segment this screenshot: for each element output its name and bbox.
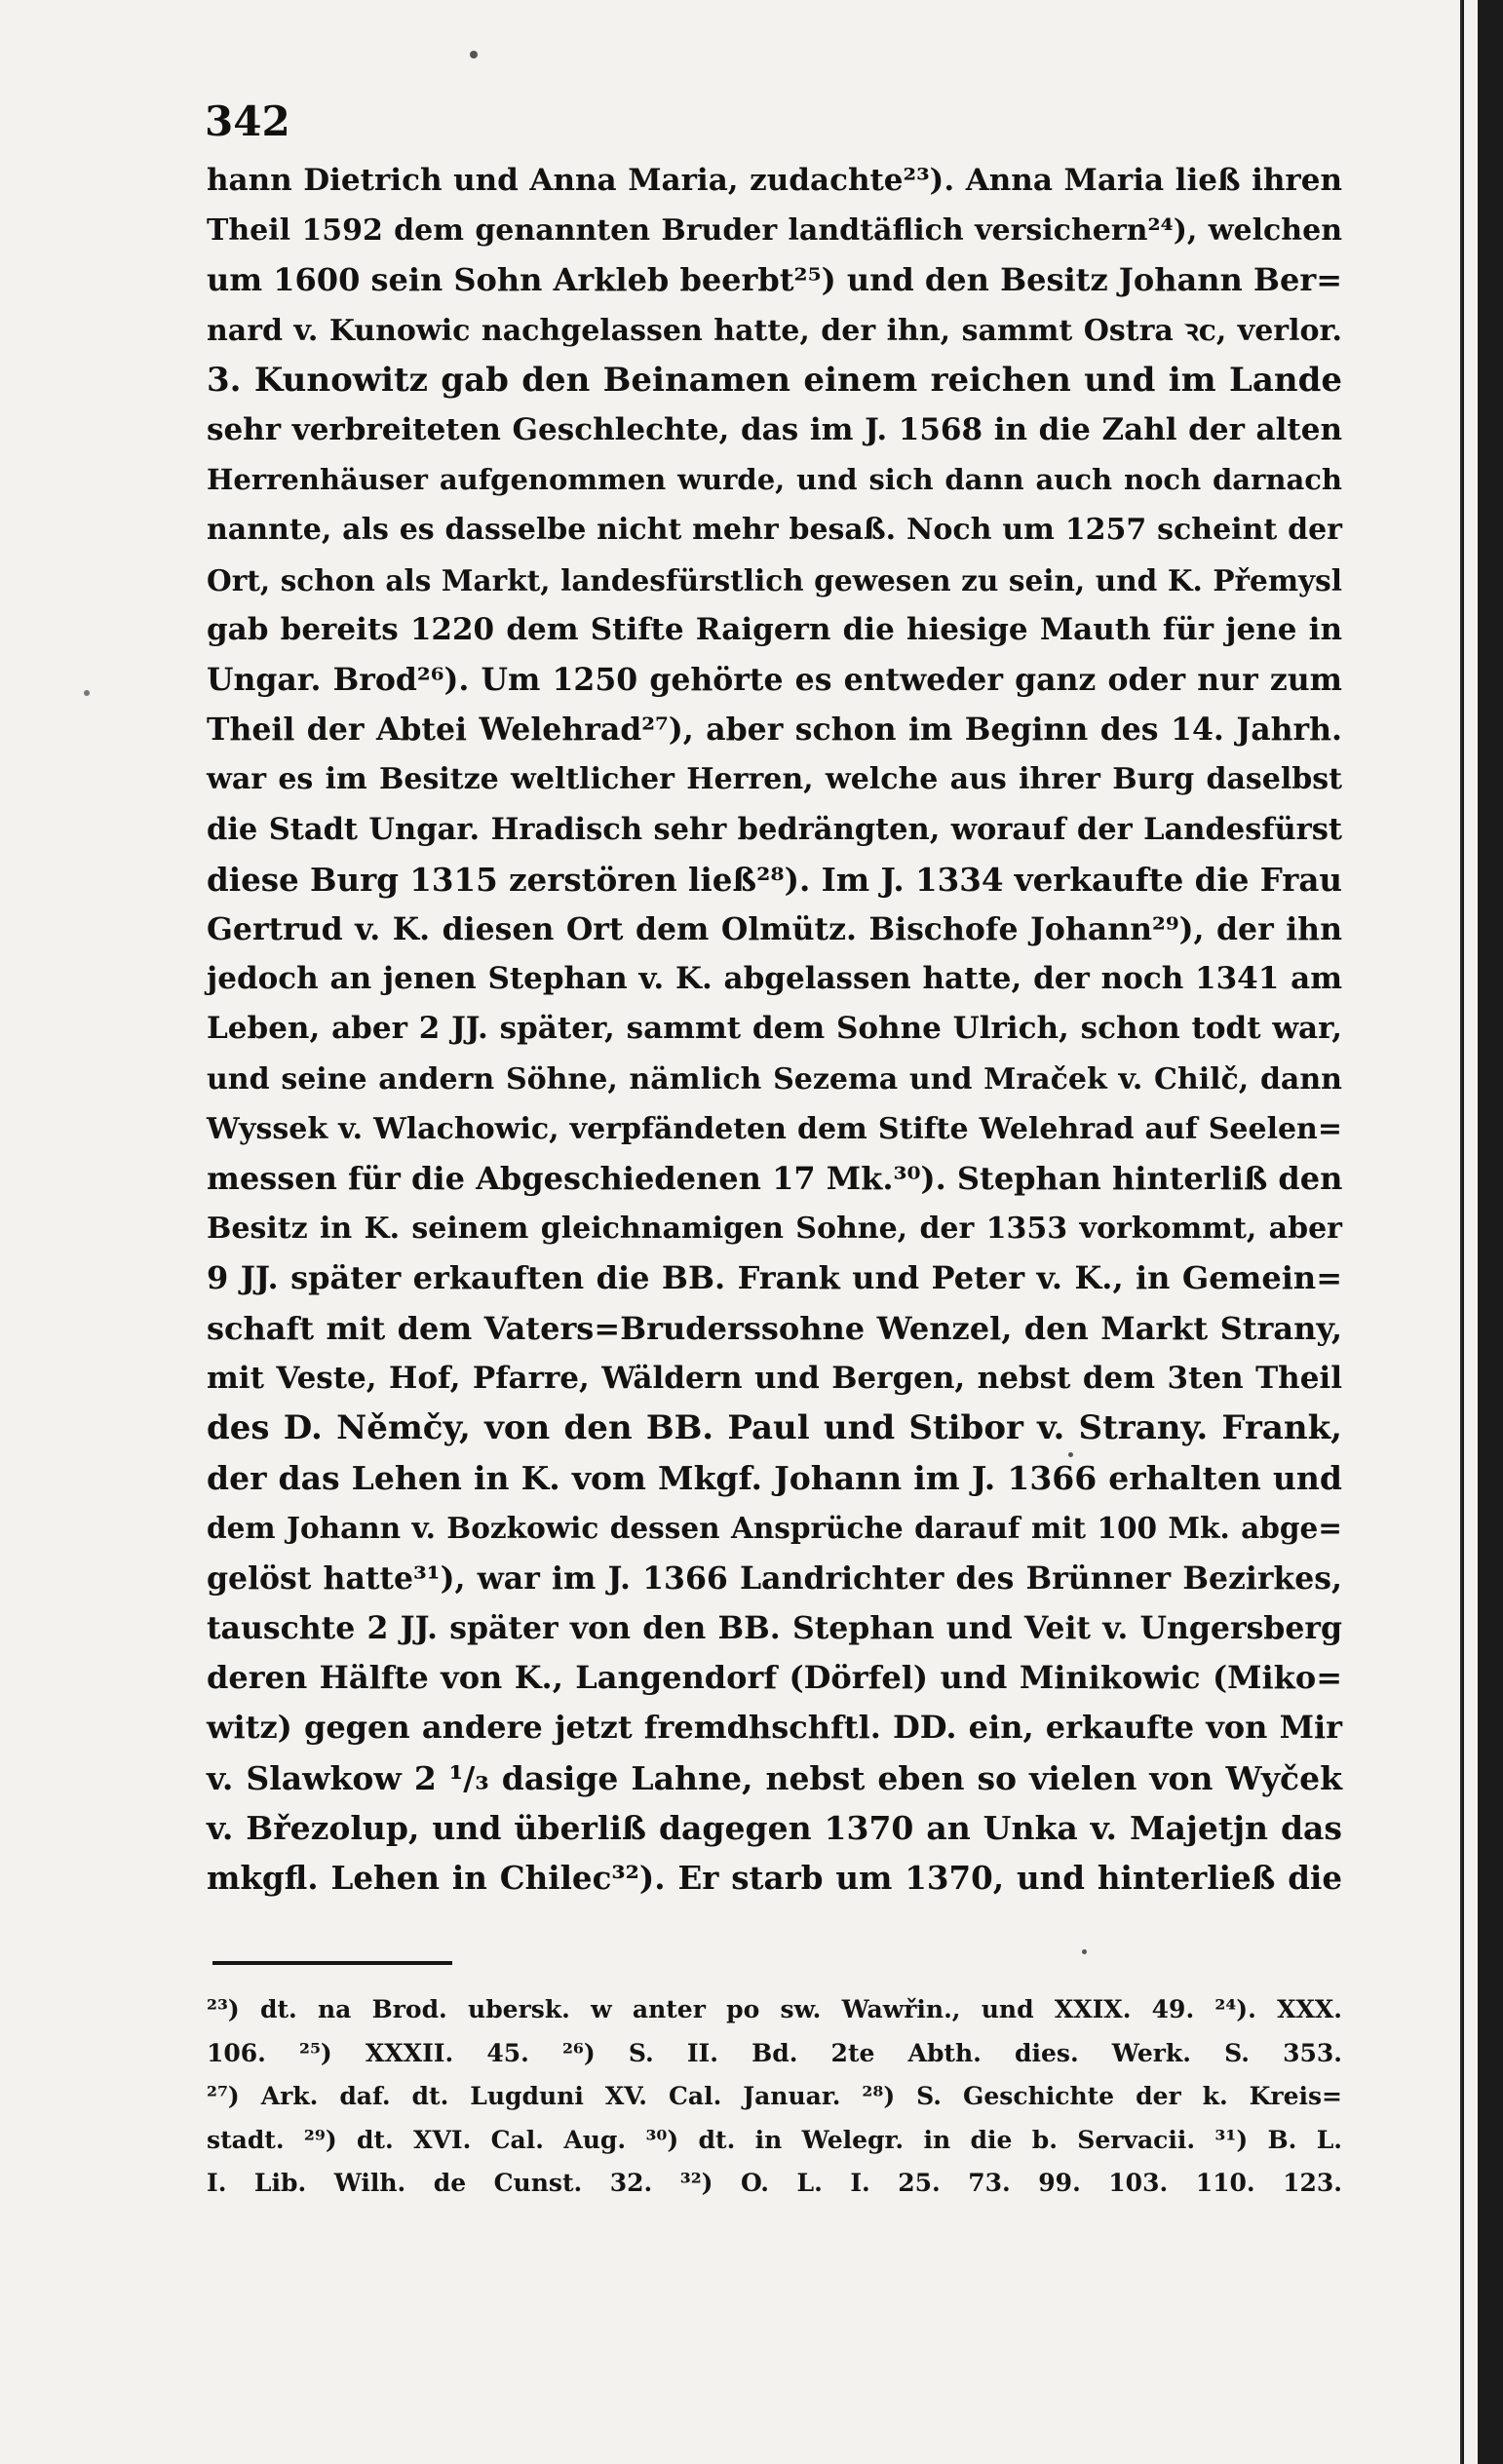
text-line: um 1600 sein Sohn Arkleb beerbt²⁵) und den Besitz Johann Ber= [207, 261, 1342, 299]
ink-speck [1082, 1949, 1087, 1954]
text-line: nannte, als es dasselbe nicht mehr besaß. Noch um 1257 scheint der [207, 513, 1342, 548]
page-number: 342 [205, 97, 290, 145]
text-line: Theil der Abtei Welehrad²⁷), aber schon im Beginn des 14. Jahrh. [207, 712, 1342, 749]
ink-speck [84, 690, 90, 696]
footnote-line: I. Lib. Wilh. de Cunst. 32. ³²) O. L. I. 25. 73. 99. 103. 110. 123. [207, 2169, 1342, 2197]
text-line: v. Březolup, und überliß dagegen 1370 an Unka v. Majetjn das [207, 1808, 1342, 1847]
footnote-divider [212, 1961, 452, 1965]
text-line: mit Veste, Hof, Pfarre, Wäldern und Bergen, nebst dem 3ten Theil [207, 1360, 1342, 1396]
text-line: Gertrud v. K. diesen Ort dem Olmütz. Bischofe Johann²⁹), der ihn [207, 911, 1342, 948]
text-line: Wyssek v. Wlachowic, verpfändeten dem Stifte Welehrad auf Seelen= [207, 1111, 1342, 1146]
text-line: Theil 1592 dem genannten Bruder landtäflich versichern²⁴), welchen [207, 213, 1342, 249]
text-line: jedoch an jenen Stephan v. K. abgelassen hatte, der noch 1341 am [207, 961, 1342, 997]
text-line: Herrenhäuser aufgenommen wurde, und sich dann auch noch darnach [207, 463, 1342, 497]
text-line: diese Burg 1315 zerstören ließ²⁸). Im J. 1334 verkaufte die Frau [207, 860, 1343, 899]
text-line: witz) gegen andere jetzt fremdhschftl. DD. ein, erkaufte von Mir [207, 1709, 1342, 1747]
text-line: und seine andern Söhne, nämlich Sezema und Mraček v. Chilč, dann [207, 1061, 1342, 1097]
main-text-block [207, 156, 1342, 1903]
text-line: sehr verbreiteten Geschlechte, das im J. 1568 in die Zahl der alten [207, 412, 1342, 448]
footnote-line: ²⁷) Ark. daf. dt. Lugduni XV. Cal. Januar. ²⁸) S. Geschichte der k. Kreis= [207, 2082, 1342, 2110]
text-line: Ungar. Brod²⁶). Um 1250 gehörte es entweder ganz oder nur zum [207, 662, 1342, 699]
text-line: dem Johann v. Bozkowic dessen Ansprüche darauf mit 100 Mk. abge= [207, 1511, 1342, 1546]
text-line: hann Dietrich und Anna Maria, zudachte²³). Anna Maria ließ ihren [207, 163, 1342, 198]
text-line: 3. Kunowitz gab den Beinamen einem reichen und im Lande [207, 360, 1342, 400]
text-line: war es im Besitze weltlicher Herren, welche aus ihrer Burg daselbst [207, 762, 1342, 797]
footnote-line: stadt. ²⁹) dt. XVI. Cal. Aug. ³⁰) dt. in Welegr. in die b. Servacii. ³¹) B. L. [207, 2125, 1342, 2154]
text-line: mkgfl. Lehen in Chilec³²). Er starb um 1370, und hinterließ die [207, 1858, 1342, 1897]
text-line: v. Slawkow 2 ¹/₃ dasige Lahne, nebst eben so vielen von Wyček [207, 1758, 1342, 1797]
text-line: gab bereits 1220 dem Stifte Raigern die hiesige Mauth für jene in [207, 611, 1342, 647]
text-line: tauschte 2 JJ. später von den BB. Stephan und Veit v. Ungersberg [207, 1609, 1342, 1646]
footnotes-block [207, 1988, 1342, 2206]
text-line: gelöst hatte³¹), war im J. 1366 Landrichter des Brünner Bezirkes, [207, 1559, 1342, 1597]
text-line: Besitz in K. seinem gleichnamigen Sohne, der 1353 vorkommt, aber [207, 1212, 1342, 1247]
text-line: die Stadt Ungar. Hradisch sehr bedrängten, worauf der Landesfürst [207, 811, 1342, 847]
ink-speck [470, 51, 478, 58]
footnote-line: ²³) dt. na Brod. ubersk. w anter po sw. Wawřin., und XXIX. 49. ²⁴). XXX. [207, 1995, 1342, 2023]
ink-speck [1068, 1452, 1073, 1457]
text-line: schaft mit dem Vaters=Bruderssohne Wenzel, den Markt Strany, [207, 1309, 1342, 1347]
text-line: messen für die Abgeschiedenen 17 Mk.³⁰). Stephan hinterliß den [207, 1160, 1343, 1198]
footnote-line: 106. ²⁵) XXXII. 45. ²⁶) S. II. Bd. 2te Abth. dies. Werk. S. 353. [207, 2038, 1342, 2067]
adjacent-page-edge [1464, 0, 1478, 2464]
text-line: deren Hälfte von K., Langendorf (Dörfel) und Minikowic (Miko= [207, 1659, 1342, 1697]
text-line: des D. Němčy, von den BB. Paul und Stibor v. Strany. Frank, [207, 1408, 1342, 1448]
text-line: nard v. Kunowic nachgelassen hatte, der ihn, sammt Ostra ꝛc, verlor. [207, 313, 1342, 348]
text-line: 9 JJ. später erkauften die BB. Frank und Peter v. K., in Gemein= [207, 1259, 1342, 1297]
text-line: der das Lehen in K. vom Mkgf. Johann im J. 1366 erhalten und [207, 1459, 1342, 1498]
text-line: Ort, schon als Markt, landesfürstlich gewesen zu sein, und K. Přemysl [207, 562, 1342, 597]
text-line: Leben, aber 2 JJ. später, sammt dem Sohne Ulrich, schon todt war, [207, 1011, 1342, 1047]
